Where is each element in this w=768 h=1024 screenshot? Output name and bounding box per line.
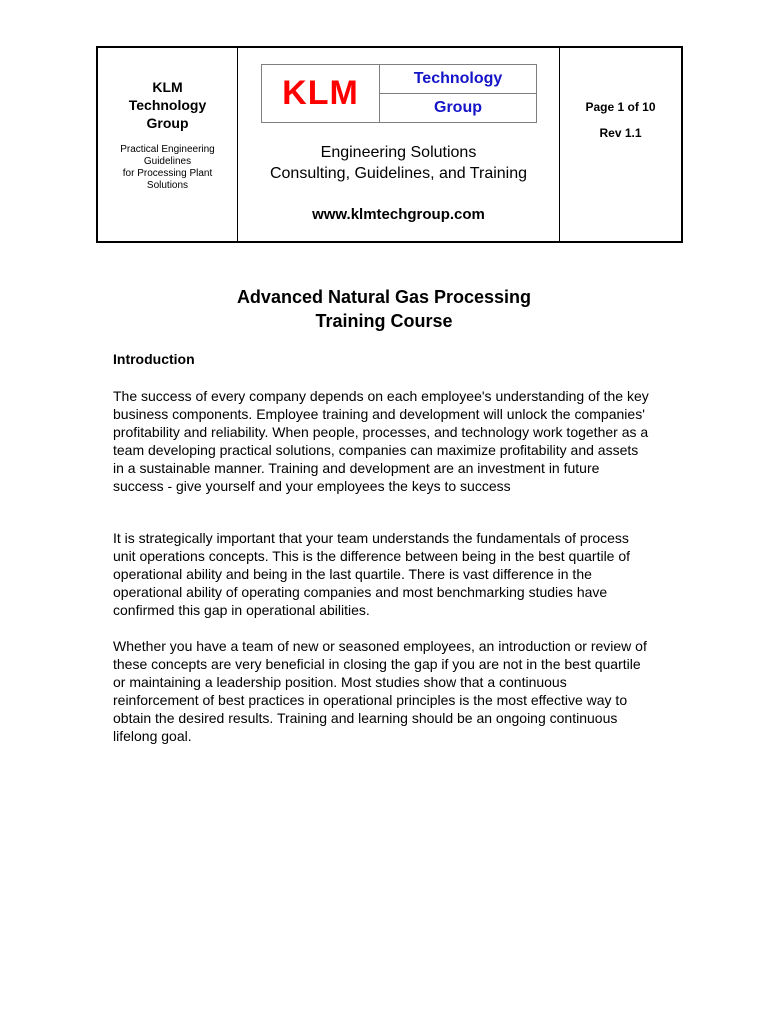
document-title: [96, 285, 672, 333]
services-text: [238, 142, 559, 184]
company-tagline: [98, 144, 237, 192]
logo-klm-text: KLM: [262, 65, 380, 122]
services-line: Engineering Solutions: [320, 144, 477, 161]
logo-cell: [238, 48, 560, 241]
tagline-line: for Processing Plant: [122, 168, 213, 179]
company-name-line: KLM: [152, 79, 183, 95]
tagline-line: Practical Engineering: [120, 144, 215, 155]
body-paragraph: Whether you have a team of new or seasoned employees, an introduction or review of these concepts are very beneficial in closing the gap if you are not in the best quartile or maintaining a leadership position. Most studies show that a continuous reinforcement of best practices in operational principles is the most effective way to obtain the desired results. Training and learning should be an ongoing continuous lifelong goal.: [113, 638, 647, 744]
title-line: Training Course: [315, 311, 453, 331]
company-name-line: Group: [146, 115, 189, 131]
page-info-cell: [560, 48, 681, 241]
section-heading: Introduction: [113, 351, 195, 367]
body-paragraph: It is strategically important that your team understands the fundamentals of process unit operations concepts. This is the difference between being in the best quartile of operational ability and being in the last quartile. There is vast difference in the operational ability of operating companies and most benchmarking studies have confirmed this gap in operational abilities.: [113, 530, 631, 618]
tagline-line: Guidelines: [143, 156, 192, 167]
tagline-line: Solutions: [146, 180, 189, 191]
title-line: Advanced Natural Gas Processing: [236, 287, 532, 307]
logo-group-text: Group: [434, 99, 482, 116]
revision-number: Rev 1.1: [599, 126, 642, 140]
document-header: [96, 46, 683, 243]
company-info-cell: [98, 48, 238, 241]
services-line: Consulting, Guidelines, and Training: [269, 165, 528, 182]
page-number: Page 1 of 10: [585, 100, 656, 114]
logo-text-stack: [380, 65, 536, 122]
company-name-line: Technology: [128, 97, 207, 113]
body-paragraph: The success of every company depends on each employee's understanding of the key business components. Employee training and development will unlock the companies' profitability and reliability. When people, processes, and technology work together as a team developing practical solutions, companies can maximize profitability and assets in a sustainable manner. Training and development are an investment in future success - give yourself and your employees the keys to success: [113, 388, 649, 494]
website-text: www.klmtechgroup.com: [312, 206, 485, 223]
company-name: [98, 78, 237, 132]
logo-technology-text: Technology: [380, 65, 536, 94]
company-logo: [261, 64, 537, 123]
